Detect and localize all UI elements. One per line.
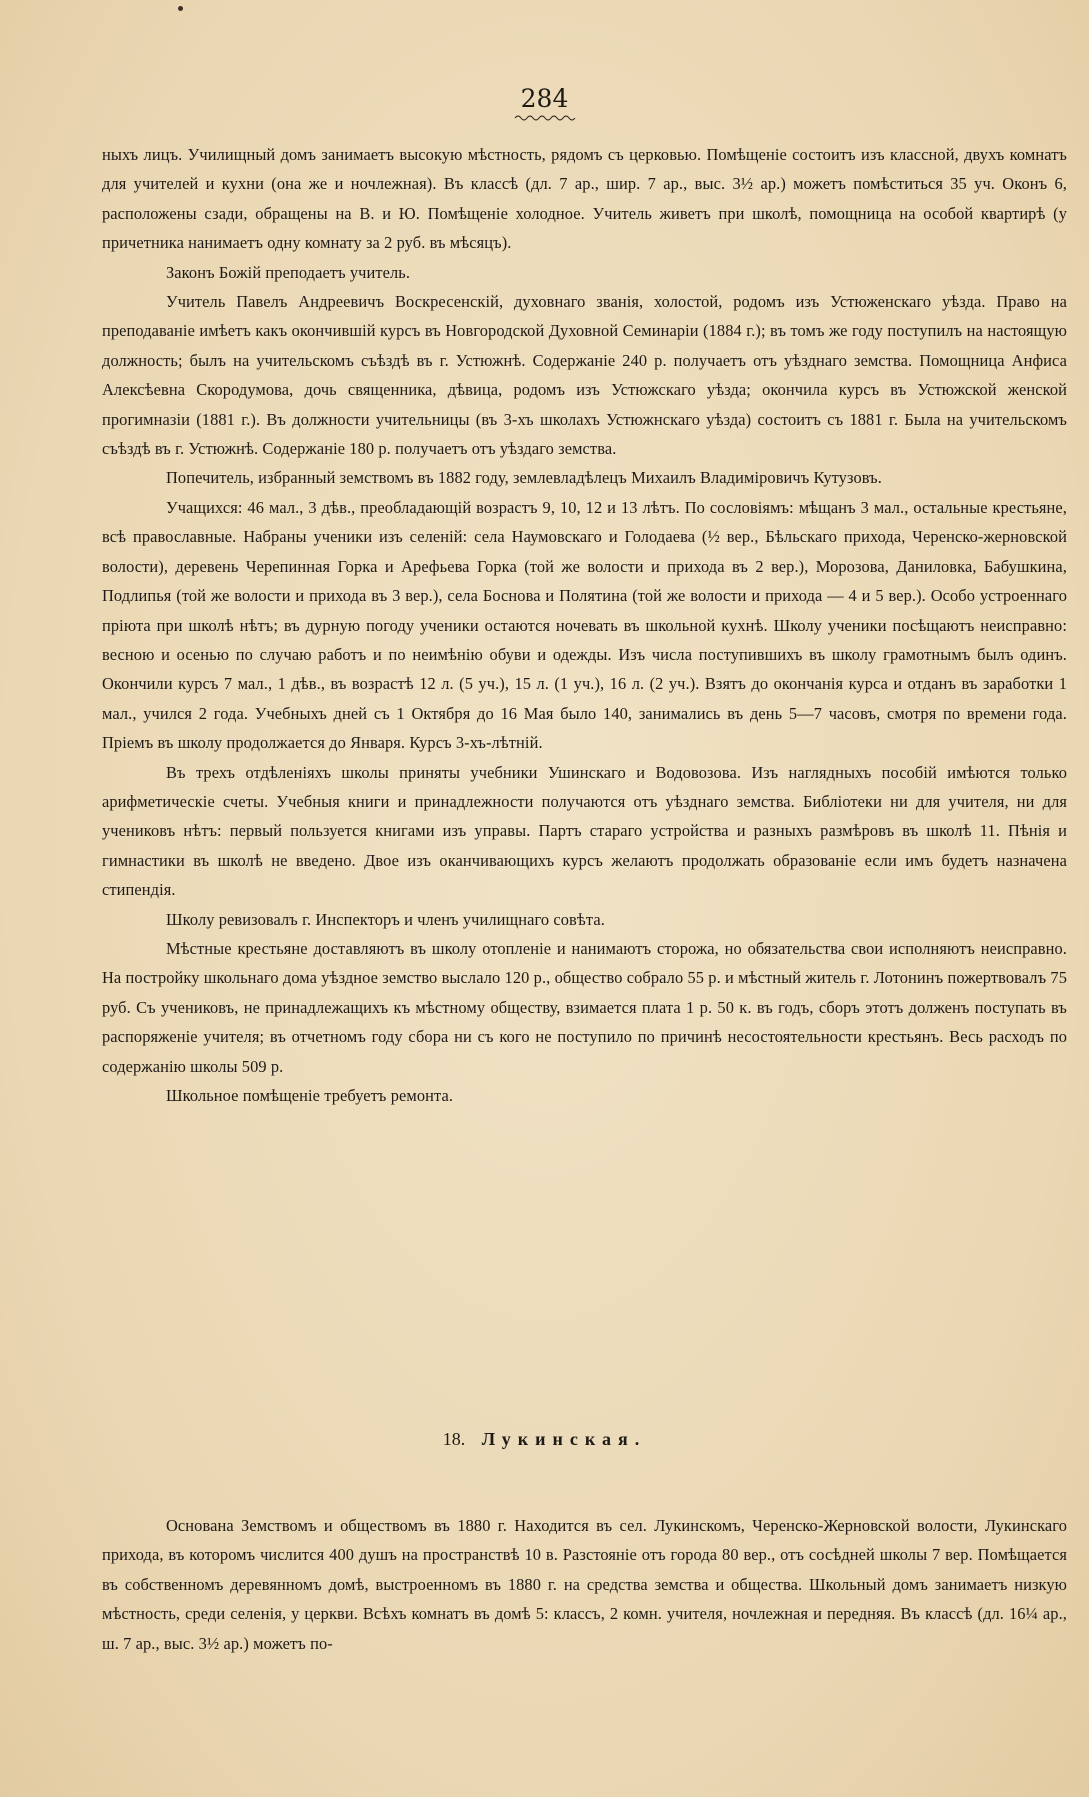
main-text-block — [102, 140, 1067, 1110]
paragraph: Учитель Павелъ Андреевичъ Воскресенскій, духовнаго званія, холостой, родомъ изъ Устюженскаго уѣзда. Право на преподаваніе имѣетъ какъ окончившій курсъ въ Новгородской Духовной Семинаріи (1884 г.); въ томъ же году поступилъ на настоящую должность; былъ на учительскомъ съѣздѣ въ г. Устюжнѣ. Содержаніе 240 р. получаетъ отъ уѣзднаго земства. Помощница Анфиса Алексѣевна Скородумова, дочь священника, дѣвица, родомъ изъ Устюжскаго уѣзда; окончила курсъ въ Устюжской женской прогимназіи (1881 г.). Въ должности учительницы (въ 3-хъ школахъ Устюжнскаго уѣзда) состоитъ съ 1881 г. Была на учительскомъ съѣздѣ въ г. Устюжнѣ. Содержаніе 180 р. получаетъ отъ уѣздаго земства. — [102, 292, 1067, 459]
ink-spot — [178, 6, 183, 11]
paragraph: Въ трехъ отдѣленіяхъ школы приняты учебники Ушинскаго и Водовозова. Изъ наглядныхъ пособій имѣются только арифметическіе счеты. Учебныя книги и принадлежности получаются отъ уѣзднаго земства. Библіотеки ни для учителя, ни для учениковъ нѣтъ: первый пользуется книгами изъ управы. Партъ стараго устройства и разныхъ размѣровъ въ школѣ 11. Пѣнія и гимнастики въ школѣ не введено. Двое изъ оканчивающихъ курсъ желаютъ продолжать образованіе если имъ будетъ назначена стипендія. — [102, 762, 1067, 900]
wavy-rule-ornament — [514, 114, 576, 122]
paragraph: Школу ревизовалъ г. Инспекторъ и членъ училищнаго совѣта. — [166, 909, 605, 929]
paragraph: ныхъ лицъ. Училищный домъ занимаетъ высокую мѣстность, рядомъ съ церковью. Помѣщеніе состоитъ изъ классной, двухъ комнатъ для учителей и кухни (она же и ночлежная). Въ классѣ (дл. 7 ар., шир. 7 ар., выс. 3½ ар.) можетъ помѣститься 35 уч. Оконъ 6, расположены сзади, обращены на В. и Ю. Помѣщеніе холодное. Учитель живетъ при школѣ, помощница на особой квартирѣ (у причетника нанимаетъ одну комнату за 2 руб. въ мѣсяцъ). — [102, 145, 1067, 253]
paragraph: Школьное помѣщеніе требуетъ ремонта. — [166, 1086, 454, 1105]
paragraph: Основана Земствомъ и обществомъ въ 1880 г. Находится въ сел. Лукинскомъ, Черенско-Жерновской волости, Лукинскаго прихода, въ которомъ числится 400 душъ на пространствѣ 10 в. Разстояніе отъ города 80 вер., отъ сосѣдней школы 7 вер. Помѣщается въ собственномъ деревянномъ домѣ, выстроенномъ въ 1880 г. на средства земства и общества. Школьный домъ занимаетъ низкую мѣстность, среди селенія, у церкви. Всѣхъ комнатъ въ домѣ 5: классъ, 2 комн. учителя, ночлежная и передняя. Въ классѣ (дл. 16¼ ар., ш. 7 ар., выс. 3½ ар.) можетъ по- — [102, 1516, 1067, 1653]
paragraph: Учащихся: 46 мал., 3 дѣв., преобладающій возрастъ 9, 10, 12 и 13 лѣтъ. По сословіямъ: мѣщанъ 3 мал., остальные крестьяне, всѣ православные. Набраны ученики изъ селеній: села Наумовскаго и Голодаева (½ вер., Бѣльскаго прихода, Черенско-жерновской волости), деревень Черепинная Горка и Арефьева Горка (той же волости и прихода въ 2 вер.), Морозова, Даниловка, Бабушкина, Подлипья (той же волости и прихода въ 3 вер.), села Боснова и Полятина (той же волости и прихода — 4 и 5 вер.). Особо устроеннаго пріюта при школѣ нѣтъ; въ дурную погоду ученики остаются ночевать въ школьной кухнѣ. Школу ученики посѣщаютъ неисправно: весною и осенью по случаю работъ и по неимѣнію обуви и одежды. Изъ числа поступившихъ въ школу грамотнымъ былъ одинъ. Окончили курсъ 7 мал., 1 дѣв., въ возрастѣ 12 л. (5 уч.), 15 л. (1 уч.), 16 л. (2 уч.). Взятъ до окончанія курса и отданъ въ заработки 1 мал., учился 2 года. Учебныхъ дней съ 1 Октября до 16 Мая было 140, занимались въ день 5—7 часовъ, смотря по времени года. Пріемъ въ школу продолжается до Января. Курсъ 3-хъ-лѣтній. — [102, 497, 1067, 753]
section-heading — [0, 1429, 1089, 1450]
paragraph: Законъ Божій преподаетъ учитель. — [166, 262, 411, 282]
section-title: Лукинская. — [481, 1429, 647, 1449]
section-text-block — [102, 1511, 1067, 1658]
paragraph: Мѣстные крестьяне доставляютъ въ школу отопленіе и нанимаютъ сторожа, но обязательства свои исполняютъ неисправно. На постройку школьнаго дома уѣздное земство выслало 120 р., общество собрало 55 р. и мѣстный житель г. Лотонинъ пожертвовалъ 75 руб. Съ учениковъ, не принадлежащихъ къ мѣстному обществу, взимается плата 1 р. 50 к. въ годъ, сборъ этотъ долженъ поступать въ распоряженіе учителя; въ отчетномъ году сбора ни съ кого не поступило по причинѣ несостоятельности крестьянъ. Весь расходъ по содержанію школы 509 р. — [102, 938, 1067, 1076]
paragraph: Попечитель, избранный земствомъ въ 1882 году, землевладѣлецъ Михаилъ Владиміровичъ Кутузовъ. — [166, 468, 882, 488]
section-number: 18. — [442, 1429, 466, 1449]
page-number: 284 — [520, 84, 569, 113]
